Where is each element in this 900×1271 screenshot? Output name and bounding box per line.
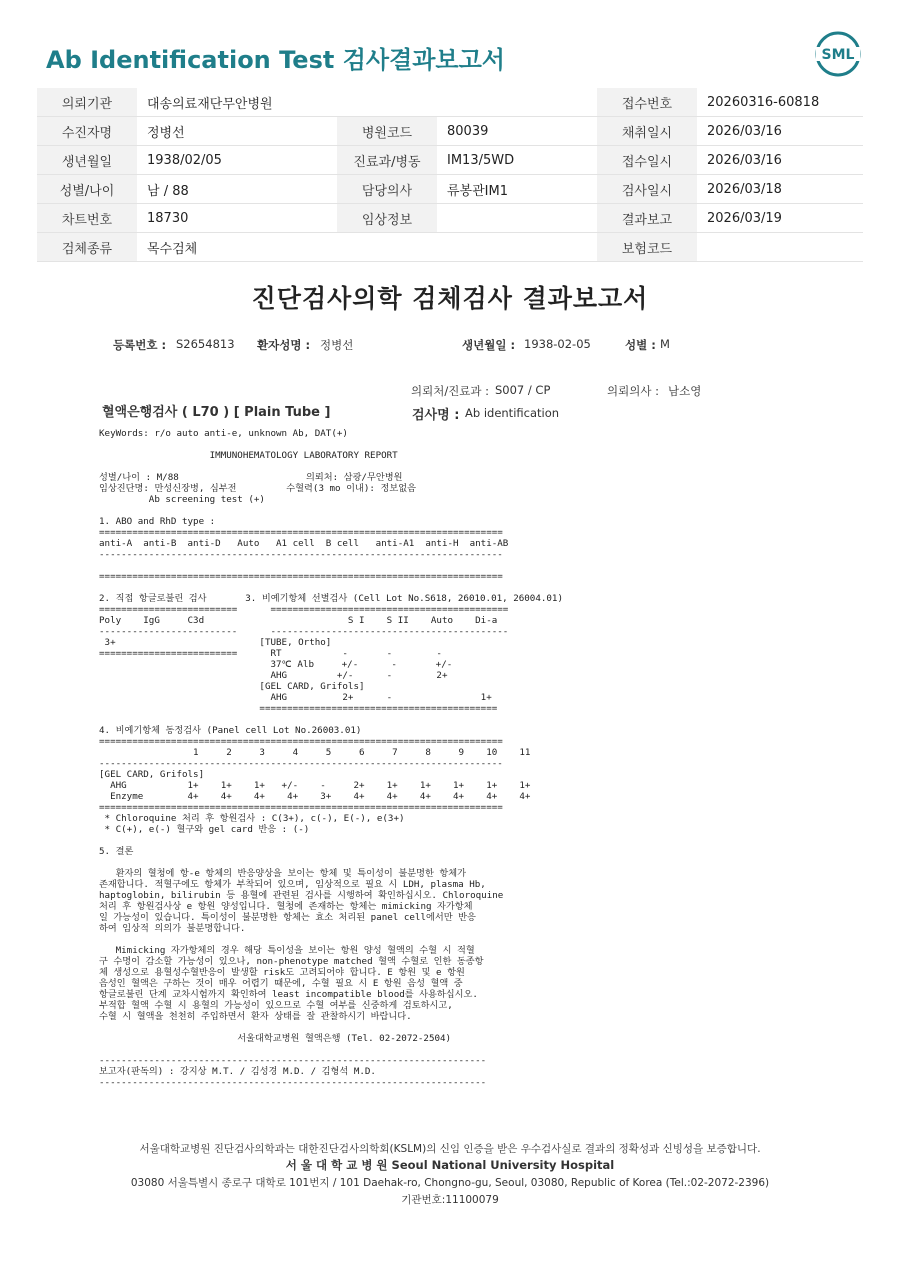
info-value [437,233,597,262]
info-value: 대송의료재단무안병원 [137,88,337,117]
info-value: 남 / 88 [137,175,337,204]
info-label: 의뢰기관 [37,88,137,117]
info-label: 병원코드 [337,117,437,146]
report-body: KeyWords: r/o auto anti-e, unknown Ab, DAT(+) IMMUNOHEMATOLOGY LABORATORY REPORT 성별/나이 : M/88 의뢰처: 삼광/무안병원 임상진단명: 만성신장병, 심부전 수혈력(3 mo 이내): 정보없음 Ab screening test (+) 1. ABO and RhD type : ========================================================================= anti-A anti-B anti-D Auto A1 cell B cell anti-A1 anti-H anti-AB ------------------------------------------------------------------------- ========================================================================= 2. 직접 항글로불린 검사 3. 비예기항체 선별검사 (Cell Lot No.S618, 26010.01, 26004.01) ========================= =========================================== Poly IgG C3d S I S II Auto Di-a ------------------------- ------------------------------------------- 3+ [TUBE, Ortho] ========================= RT - - - 37℃ Alb +/- - +/- AHG +/- - 2+ [GEL CARD, Grifols] AHG 2+ - 1+ =========================================== 4. 비예기항체 동정검사 (Panel cell Lot No.26003.01) ========================================================================= 1 2 3 4 5 6 7 8 9 10 11 ------------------------------------------------------------------------- [GEL CARD, Grifols] AHG 1+ 1+ 1+ +/- - 2+ 1+ 1+ 1+ 1+ 1+ Enzyme 4+ 4+ 4+ 4+ 3+ 4+ 4+ 4+ 4+ 4+ 4+ ========================================================================= * Chloroquine 처리 후 항원검사 : C(3+), c(-), E(-), e(3+) * C(+), e(-) 혈구와 gel card 반응 : (-) 5. 결론 환자의 혈청에 항-e 항체의 반응양상을 보이는 항체 및 특이성이 불분명한 항체가 존재합니다. 적혈구에도 항체가 부착되어 있으며, 임상적으로 필요 시 LDH, plasma Hb, haptoglobin, bilirubin 등 용혈에 관련된 검사를 시행하여 확인하십시오. Chloroquine 처리 후 항원검사상 e 항원 양성입니다. 혈청에 존재하는 항체는 mimicking 자가항체 일 가능성이 있습니다. 특이성이 불분명한 항체는 효소 처리된 panel cell에서만 반응 하여 임상적 의의가 불분명합니다. Mimicking 자가항체의 경우 해당 특이성을 보이는 항원 양성 혈액의 수혈 시 적혈 구 수명이 감소할 가능성이 있으나, non-phenotype matched 혈액 수혈로 인한 동종항 체 생성으로 용혈성수혈반응이 발생할 risk도 고려되어야 합니다. E 항원 및 e 항원 음성인 혈액은 구하는 것이 매우 어렵기 때문에, 수혈 필요 시 E 항원 음성 혈액 중 항글로불린 단계 교차시험까지 확인하여 least incompatible blood를 사용하십시오. 부적합 혈액 수혈 시 용혈의 가능성이 있으므로 수혈 여부를 신중하게 검토하시고, 수혈 시 혈액을 천천히 주입하면서 환자 상태를 잘 관찰하시기 바랍니다. 서울대학교병원 혈액은행 (Tel. 02-2072-2504) ---------------------------------------------------------------------- 보고자(판독의) : 강지상 M.T. / 김성경 M.D. / 김형석 M.D. ---------------------------------------------------------------------- [99,428,563,1088]
dob-value: 1938-02-05 [524,337,591,351]
info-row [37,88,863,117]
info-label: 접수번호 [597,88,697,117]
info-label: 차트번호 [37,204,137,233]
logo-text: SML [821,47,855,63]
footer-hospital-name: 서 울 대 학 교 병 원 Seoul National University Hospital [285,1158,615,1172]
info-label: 검체종류 [37,233,137,262]
info-value: 2026/03/18 [697,175,863,204]
info-label: 수진자명 [37,117,137,146]
info-value: 류봉관IM1 [437,175,597,204]
info-label: 생년월일 [37,146,137,175]
info-value [437,88,597,117]
info-value: 2026/03/16 [697,146,863,175]
info-value: IM13/5WD [437,146,597,175]
dept-value: S007 / CP [495,383,551,397]
info-value [697,233,863,262]
info-value: 80039 [437,117,597,146]
footer-address: 03080 서울특별시 종로구 대학로 101번지 / 101 Daehak-ro, Chongno-gu, Seoul, 03080, Republic of Korea (Tel.:02-2072-2396) [130,1177,770,1189]
dob-label: 생년월일 : [462,338,516,352]
info-label: 검사일시 [597,175,697,204]
info-value: 2026/03/16 [697,117,863,146]
info-value: 목수검체 [137,233,337,262]
dept-label: 의뢰처/진료과 : [411,384,490,398]
info-label [337,88,437,117]
info-label: 진료과/병동 [337,146,437,175]
reg-value: S2654813 [176,337,235,351]
test-name-value: Ab identification [465,406,560,420]
patient-info-table [37,88,863,262]
info-row [37,175,863,204]
reg-label: 등록번호 : [113,338,167,352]
info-label: 보험코드 [597,233,697,262]
footer-certification: 서울대학교병원 진단검사의학과는 대한진단검사의학회(KSLM)의 신임 인증을 받은 우수검사실로 결과의 정확성과 신빙성을 보증합니다. [139,1143,761,1155]
sml-logo [814,30,862,78]
info-label: 임상정보 [337,204,437,233]
info-label: 성별/나이 [37,175,137,204]
report-title: Ab Identification Test 검사결과보고서 [46,46,505,74]
info-row [37,146,863,175]
info-row [37,233,863,262]
test-name-label: 검사명 : [412,408,460,423]
sex-value: M [660,337,670,351]
name-value: 정병선 [320,338,354,352]
doctor-label: 의뢰의사 : [607,384,659,398]
info-value: 정병선 [137,117,337,146]
info-value [437,204,597,233]
info-label [337,233,437,262]
info-row [37,204,863,233]
name-label: 환자성명 : [257,338,311,352]
footer-institution-code: 기관번호:11100079 [401,1194,499,1206]
info-value: 18730 [137,204,337,233]
sex-label: 성별 : [625,338,656,352]
info-value: 2026/03/19 [697,204,863,233]
doctor-value: 남소영 [668,384,702,398]
info-label: 결과보고 [597,204,697,233]
report-heading: 진단검사의학 검체검사 결과보고서 [251,284,649,313]
info-value: 1938/02/05 [137,146,337,175]
info-label: 채취일시 [597,117,697,146]
test-group: 혈액은행검사 ( L70 ) [ Plain Tube ] [102,405,331,420]
info-label: 접수일시 [597,146,697,175]
info-value: 20260316-60818 [697,88,863,117]
info-row [37,117,863,146]
info-label: 담당의사 [337,175,437,204]
